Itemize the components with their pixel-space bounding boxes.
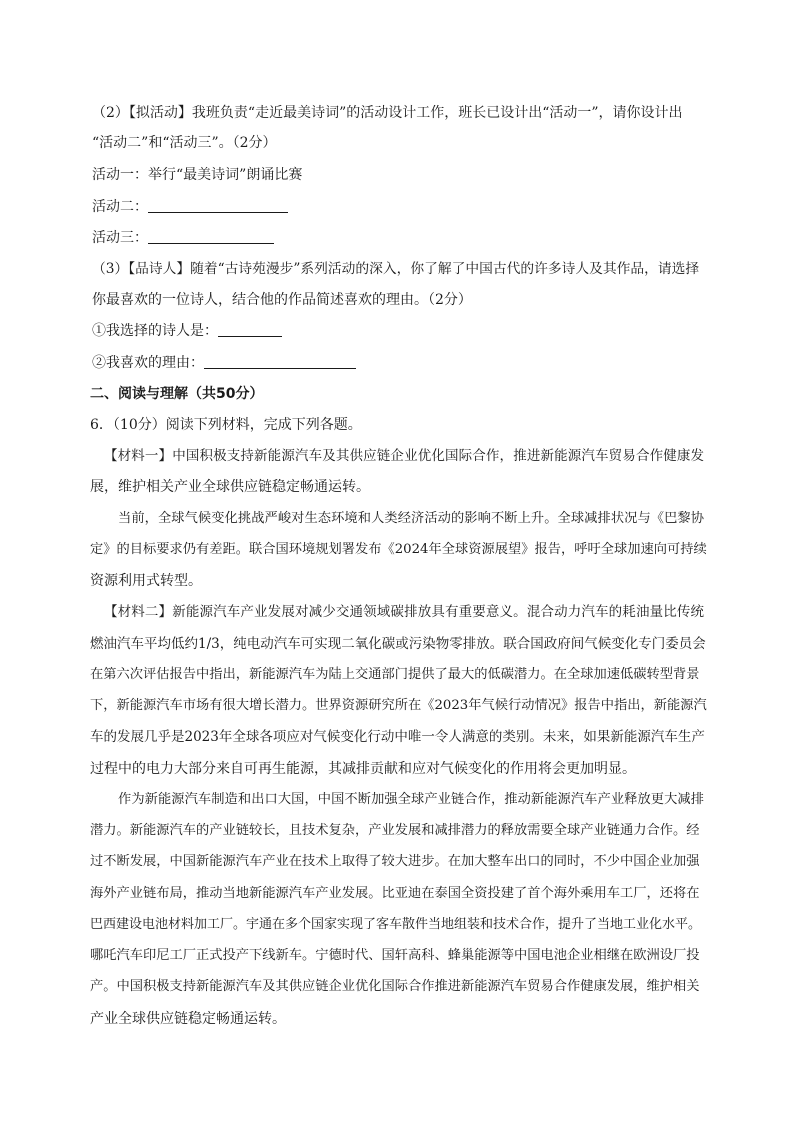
q6-line-1: 【材料一】中国积极支持新能源汽车及其供应链企业优化国际合作，推进新能源汽车贸易合作健康发	[104, 448, 704, 464]
q3-item-poet	[92, 321, 282, 341]
activity-two-blank[interactable]	[148, 198, 288, 213]
q6-line-18: 产。中国积极支持新能源汽车及其供应链企业优化国际合作推进新能源汽车贸易合作健康发展，维护相关	[90, 979, 700, 994]
q6-line-9: 下，新能源汽车市场有很大增长潜力。世界资源研究所在《2023年气候行动情况》报告中指出，新能源汽	[90, 698, 707, 713]
q6-line-6: 【材料二】新能源汽车产业发展对减少交通领域碳排放具有重要意义。混合动力汽车的耗油量比传统	[104, 604, 704, 620]
activity-one: 活动一：举行“最美诗词”朗诵比赛	[92, 167, 303, 183]
q6-line-7: 燃油汽车平均低约1/3，纯电动汽车可实现二氧化碳或污染物零排放。联合国政府间气候变化专门委员会	[90, 636, 706, 652]
q6-line-2: 展，维护相关产业全球供应链稳定畅通运转。	[90, 479, 370, 495]
q6-line-17: 哪吒汽车印尼工厂正式投产下线新车。宁德时代、国轩高科、蜂巢能源等中国电池企业相继在欧洲设厂投	[90, 948, 700, 963]
q6-line-4: 定》的目标要求仍有差距。联合国环境规划署发布《2024年全球资源展望》报告，呼吁全球加速向可持续	[90, 542, 707, 557]
q3-item-reason	[92, 353, 356, 373]
q6-line-15: 海外产业链布局，推动当地新能源汽车产业发展。比亚迪在泰国全资投建了首个海外乘用车工厂，还将在	[90, 886, 700, 901]
q6-line-14: 过不断发展，中国新能源汽车产业在技术上取得了较大进步。在加大整车出口的同时，不少中国企业加强	[90, 854, 700, 869]
activity-two-label: 活动二：	[92, 199, 148, 215]
q3-prompt-line1: （3）【品诗人】随着“古诗苑漫步”系列活动的深入，你了解了中国古代的许多诗人及其作品，请选择	[92, 261, 700, 277]
q2-prompt-line1: （2）【拟活动】我班负责“走近最美诗词”的活动设计工作，班长已设计出“活动一”，请你设计出	[92, 105, 683, 121]
q6-line-10: 车的发展几乎是2023年全球各项应对气候变化行动中唯一令人满意的类别。未来，如果新能源汽车生产	[90, 729, 705, 745]
q6-stem: 6．（10分）阅读下列材料，完成下列各题。	[90, 417, 362, 433]
activity-three-blank[interactable]	[148, 229, 274, 244]
q6-line-3: 当前，全球气候变化挑战严峻对生态环境和人类经济活动的影响不断上升。全球减排状况与《巴黎协	[118, 511, 704, 526]
q3-prompt-line2: 你最喜欢的一位诗人，结合他的作品简述喜欢的理由。（2分）	[92, 292, 472, 308]
poet-label: ①我选择的诗人是：	[92, 323, 218, 339]
q6-line-12: 作为新能源汽车制造和出口大国，中国不断加强全球产业链合作，推动新能源汽车产业释放更大减排	[118, 792, 704, 807]
q6-line-13: 潜力。新能源汽车的产业链较长，且技术复杂，产业发展和减排潜力的释放需要全球产业链通力合作。经	[90, 823, 700, 838]
q6-line-11: 过程中的电力大部分来自可再生能源，其减排贡献和应对气候变化的作用将会更加明显。	[90, 761, 636, 777]
activity-three	[92, 228, 274, 248]
q6-line-16: 巴西建设电池材料加工厂。宇通在多个国家实现了客车散件当地组装和技术合作，提升了当地工业化水平。	[90, 917, 702, 932]
activity-two	[92, 197, 288, 217]
activity-three-label: 活动三：	[92, 230, 148, 246]
reason-blank[interactable]	[204, 354, 356, 369]
q6-line-8: 在第六次评估报告中指出，新能源汽车为陆上交通部门提供了最大的低碳潜力。在全球加速低碳转型背景	[90, 667, 700, 682]
poet-blank[interactable]	[218, 322, 282, 337]
q6-line-5: 资源利用式转型。	[90, 573, 202, 589]
q2-prompt-line2: “活动二”和“活动三”。（2分）	[92, 135, 277, 151]
section-two-heading: 二、阅读与理解（共50分）	[90, 386, 264, 402]
reason-label: ②我喜欢的理由：	[92, 355, 204, 371]
q6-line-19: 产业全球供应链稳定畅通运转。	[90, 1011, 286, 1027]
